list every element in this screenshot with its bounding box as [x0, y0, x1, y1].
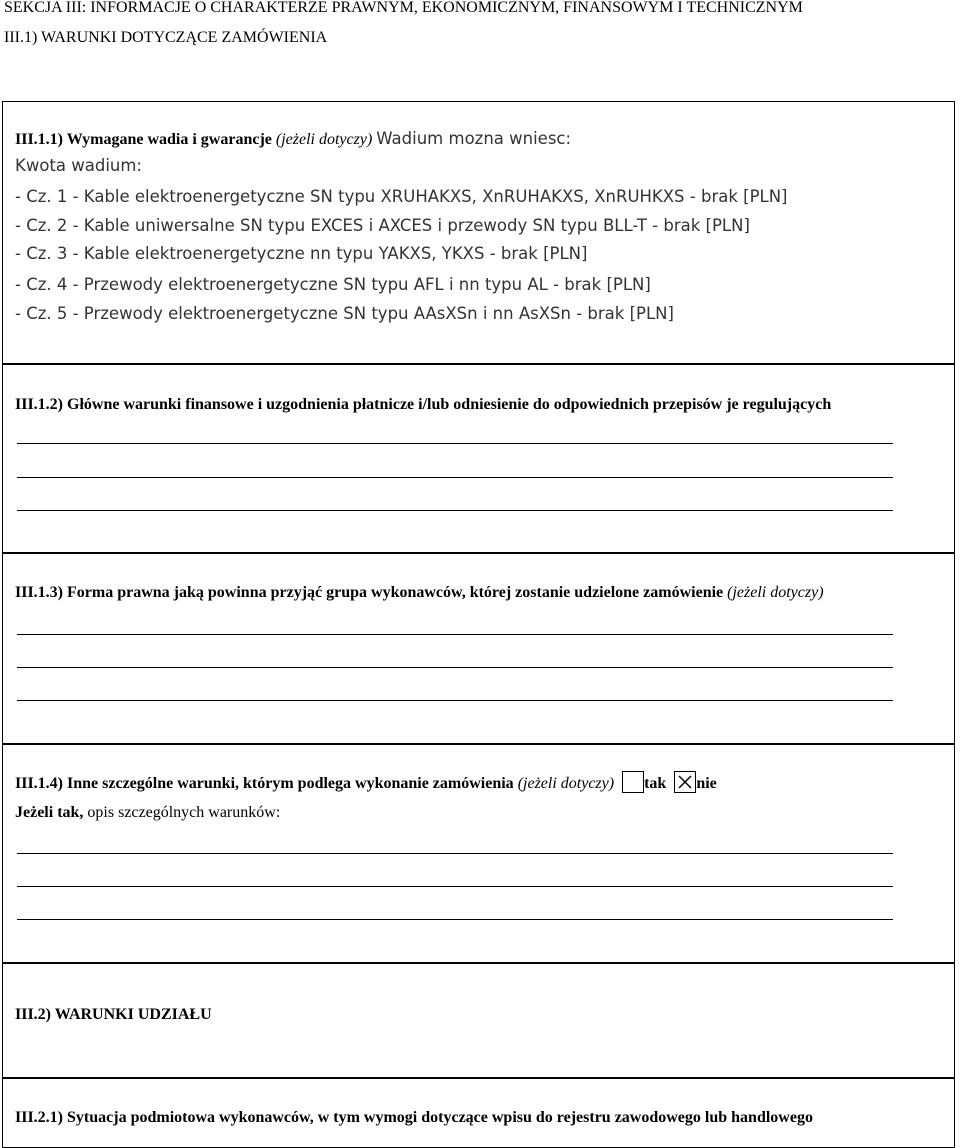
wadium-item: - Cz. 4 - Przewody elektroenergetyczne SN typu AFL i nn typu AL - brak [PLN] — [15, 275, 651, 294]
answer-line — [17, 634, 893, 635]
answer-line — [17, 443, 893, 444]
answer-line — [17, 510, 893, 511]
financial-label: III.1.2) Główne warunki finansowe i uzgodnienia płatnicze i/lub odniesienie do odpowiednich przepisów je regulujących — [15, 396, 832, 413]
status-label: III.2.1) Sytuacja podmiotowa wykonawców, w tym wymogi dotyczące wpisu do rejestru zawodowego lub handlowego — [15, 1109, 813, 1126]
section-heading: SEKCJA III: INFORMACJE O CHARAKTERZE PRAWNYM, EKONOMICZNYM, FINANSOWYM I TECHNICZNYM — [4, 0, 803, 16]
answer-line — [17, 886, 893, 887]
answer-line — [17, 853, 893, 854]
wadium-item: - Cz. 5 - Przewody elektroenergetyczne SN typu AAsXSn i nn AsXSn - brak [PLN] — [15, 304, 674, 323]
checkmark-x-icon — [676, 773, 694, 791]
wadium-intro: Wadium mozna wniesc: — [376, 129, 572, 148]
special-conditions-optional: (jeżeli dotyczy) — [517, 775, 615, 792]
section-financial-box — [2, 364, 955, 553]
answer-line — [17, 919, 893, 920]
yes-checkbox[interactable] — [622, 771, 644, 793]
legal-form-line — [15, 582, 824, 604]
wadium-item: - Cz. 1 - Kable elektroenergetyczne SN typu XRUHAKXS, XnRUHAKXS, XnRUHKXS - brak [PLN] — [15, 187, 788, 206]
participation-heading: III.2) WARUNKI UDZIAŁU — [15, 1006, 212, 1023]
if-yes-rest: opis szczególnych warunków: — [87, 804, 281, 821]
if-yes-label: Jeżeli tak, — [15, 804, 84, 821]
wadium-optional: (jeżeli dotyczy) — [275, 131, 373, 148]
legal-form-optional: (jeżeli dotyczy) — [727, 584, 824, 601]
answer-line — [17, 700, 893, 701]
special-conditions-line — [15, 771, 717, 795]
no-checkbox[interactable] — [674, 771, 696, 793]
subsection-heading: III.1) WARUNKI DOTYCZĄCE ZAMÓWIENIA — [4, 29, 328, 46]
wadium-item: - Cz. 2 - Kable uniwersalne SN typu EXCES i AXCES i przewody SN typu BLL-T - brak [PLN] — [15, 216, 750, 235]
wadium-amount-label: Kwota wadium: — [15, 156, 142, 175]
answer-line — [17, 667, 893, 668]
if-yes-line — [15, 802, 280, 824]
special-conditions-label: III.1.4) Inne szczególne warunki, którym podlega wykonanie zamówienia — [15, 775, 514, 792]
legal-form-label: III.1.3) Forma prawna jaką powinna przyjąć grupa wykonawców, której zostanie udzielone zamówienie — [15, 584, 724, 601]
wadium-label: III.1.1) Wymagane wadia i gwarancje — [15, 131, 272, 148]
yes-label: tak — [644, 775, 667, 792]
wadium-item: - Cz. 3 - Kable elektroenergetyczne nn typu YAKXS, YKXS - brak [PLN] — [15, 244, 588, 263]
answer-line — [17, 477, 893, 478]
no-label: nie — [696, 775, 717, 792]
wadium-line — [15, 128, 571, 151]
